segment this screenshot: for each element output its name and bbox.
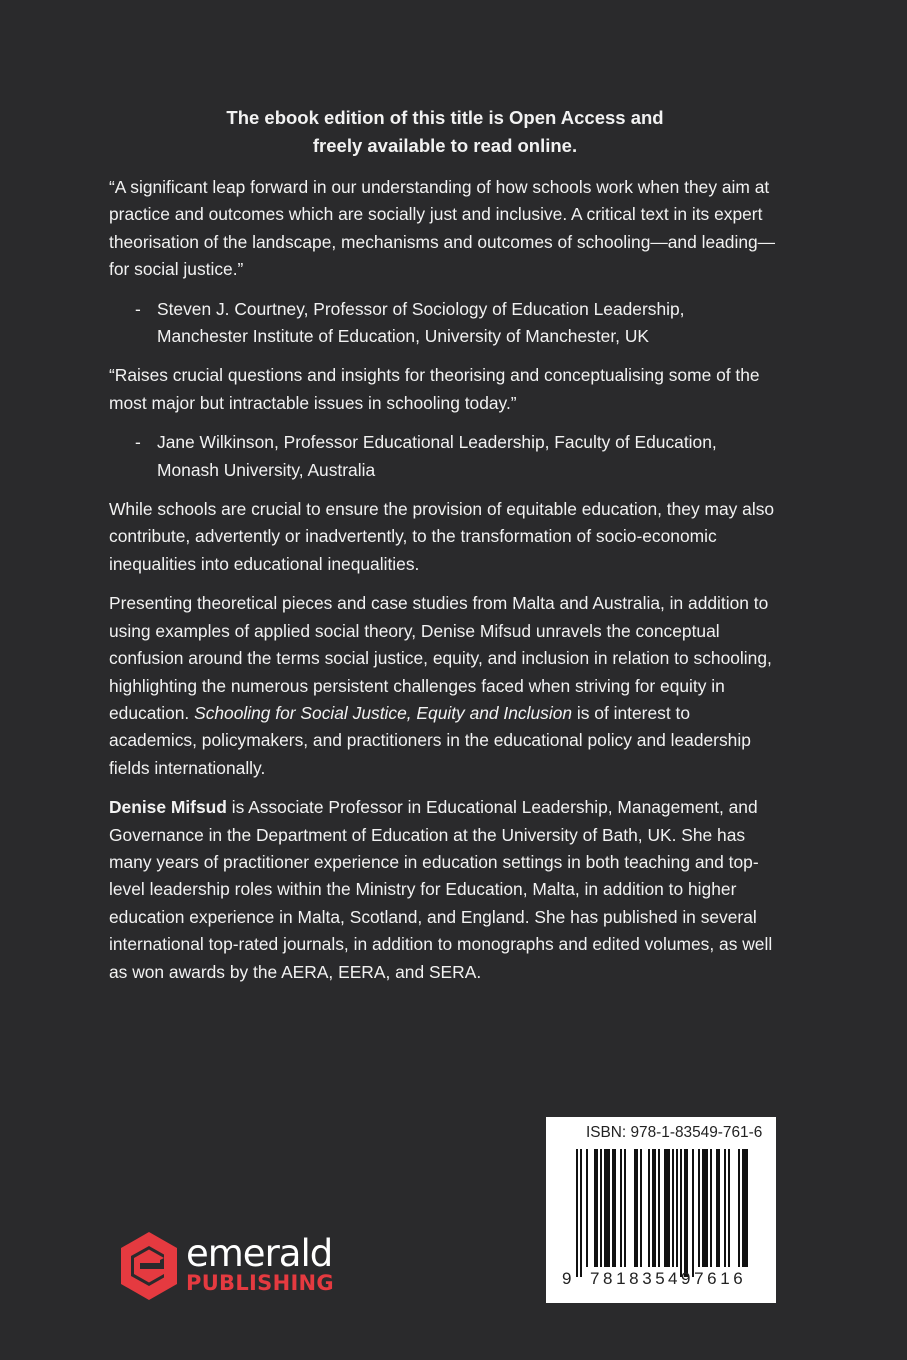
open-access-notice-line1: The ebook edition of this title is Open Access and — [226, 107, 664, 128]
barcode-bar — [586, 1149, 588, 1267]
description-paragraph-2 — [109, 590, 781, 782]
barcode-bar — [664, 1149, 670, 1267]
endorsement-attribution-2 — [109, 429, 781, 484]
barcode-first-digit: 9 — [562, 1269, 572, 1288]
barcode-digit-group-2: 497616 — [668, 1269, 747, 1288]
publisher-name: emerald — [186, 1232, 333, 1275]
barcode-bar — [620, 1149, 622, 1267]
barcode-bar — [634, 1149, 638, 1267]
barcode-bar — [658, 1149, 660, 1267]
attribution-line: Jane Wilkinson, Professor Educational Leadership, Faculty of Education, — [157, 432, 717, 453]
barcode-bar — [648, 1149, 650, 1267]
barcode-bar — [604, 1149, 610, 1267]
paragraph-text: is of interest to academics, policymakers, and practitioners in the educational policy and leadership fields internationally. — [109, 702, 751, 778]
author-bio-text: is Associate Professor in Educational Leadership, Management, and Governance in the Department of Education at the University of Bath, UK. She has many years of practitioner experience in education settings in both teaching and top-level leadership roles within the Ministry for Education, Malta, in addition to higher education experience in Malta, Scotland, and England. She has published in several international top-rated journals, in addition to monographs and edited volumes, as well as won awards by the AERA, EERA, and SERA. — [109, 797, 773, 982]
attribution-line: Manchester Institute of Education, University of Manchester, UK — [157, 326, 649, 347]
barcode-bar — [680, 1149, 682, 1277]
barcode-bar — [702, 1149, 708, 1267]
barcode-bar — [692, 1149, 694, 1277]
endorsement-attribution-1 — [109, 296, 781, 351]
attribution-line: Steven J. Courtney, Professor of Sociology of Education Leadership, — [157, 298, 685, 319]
paragraph-text: Presenting theoretical pieces and case studies from Malta and Australia, in addition to using examples of applied social theory, Denise Mifsud unravels the conceptual confusion around the terms social justice, equity, and inclusion in relation to schooling, highlighting the numerous persistent challenges faced when striving for equity in education. — [109, 593, 772, 723]
barcode-bar — [724, 1149, 726, 1267]
attribution-line: Monash University, Australia — [157, 459, 376, 480]
barcode-bar — [612, 1149, 616, 1267]
barcode-bar — [738, 1149, 740, 1267]
barcode-bar — [652, 1149, 656, 1267]
isbn-label: ISBN: 978-1-83549-761-6 — [586, 1124, 763, 1141]
barcode-bar — [742, 1149, 748, 1267]
attribution-dash: - — [135, 298, 141, 319]
open-access-notice-line2: freely available to read online. — [312, 135, 578, 156]
back-cover-text — [109, 104, 781, 998]
endorsement-quote-1: “A significant leap forward in our understanding of how schools work when they aim at practice and outcomes which are socially just and inclusive. A critical text in its expert theorisation of the landscape, mechanisms and outcomes of schooling—and leading—for social justice.” — [109, 177, 776, 280]
barcode-bar — [624, 1149, 626, 1267]
author-bio — [109, 794, 781, 986]
description-paragraph-1: While schools are crucial to ensure the provision of equitable education, they may also contribute, advertently or inadvertently, to the transformation of socio-economic inequalities into educational inequalities. — [109, 499, 775, 574]
barcode-bar — [672, 1149, 674, 1267]
attribution-dash: - — [135, 432, 141, 453]
barcode-bar — [594, 1149, 598, 1267]
barcode-bar — [684, 1149, 688, 1277]
barcode-bars — [576, 1149, 752, 1277]
endorsement-quote-2: “Raises crucial questions and insights for theorising and conceptualising some of the most major but intractable issues in schooling today.” — [109, 365, 760, 413]
barcode-bar — [710, 1149, 712, 1267]
publisher-logo-icon — [118, 1230, 180, 1302]
barcode-bar — [580, 1149, 582, 1277]
publisher-logo — [118, 1230, 334, 1302]
author-name: Denise Mifsud — [109, 797, 227, 818]
barcode-bar — [600, 1149, 602, 1267]
barcode-bar — [728, 1149, 730, 1267]
barcode-bar — [716, 1149, 720, 1267]
isbn-barcode — [546, 1117, 776, 1303]
book-title: Schooling for Social Justice, Equity and Inclusion — [194, 702, 573, 723]
barcode-bar — [640, 1149, 642, 1267]
open-access-notice — [109, 104, 781, 160]
barcode-bar — [698, 1149, 700, 1267]
publisher-subname: PUBLISHING — [186, 1271, 334, 1295]
barcode-digit-group-1: 781835 — [590, 1269, 669, 1288]
barcode-bar — [576, 1149, 578, 1277]
barcode-bar — [676, 1149, 678, 1267]
